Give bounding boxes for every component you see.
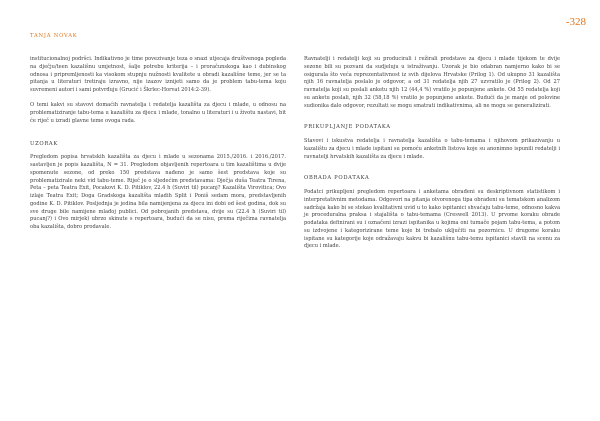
section-heading-prikupljanje: PRIKUPLJANJE PODATAKA bbox=[304, 124, 391, 131]
body-paragraph: institucionalnoj podršci. Indikativno je time povezivanje teza o snazi utjecaja društvenoga pogleda na dječju/teen kazališnu umjetnost, šalje potrebu kriterija – i proračunskoga kao i dubinskog odnosa i pripremljenosti ka visokom stupnju nužnosti kvalitete u obradi kazališne teme, jer se ta pitanja u literaturi tretiraju izravno, nije izazov iznijeti samo da je problem tabu-tema koju suvremeni autori i sami potvrđuju (Grucić i Škrlec-Horvat 2014:2-39). bbox=[30, 56, 286, 93]
right-column bbox=[304, 56, 560, 251]
body-paragraph: Podatci prikupljeni pregledom repertoara i anketama obrađeni su deskriptivnom statistikom i interpretativnim metodama. Odgovori na pitanja otvorenoga tipa obrađeni su tematskom analizom sadržaja kako bi se stekao kvalitativni uvid u to kako ispitanici shvaćaju tabu-teme, odnosno kakva je proceduralna praksa i stajališta o tabu-temama (Creswell 2013). U prvome koraku obrade podataka definirani su i označeni izrazi ispitanika u kojima oni tumače pojam tabu-tema, a potom su izdvojene i kategorizirane teme koje bi trebalo uključiti na pozornicu. U drugome koraku ispitane su kategorije koje odražavaju kakvu bi kazališnu tabu-temu ispitanici stavili na scenu za djecu i mlade. bbox=[304, 189, 560, 250]
body-paragraph: Pregledom popisa hrvatskih kazališta za djecu i mlade u sezonama 2015./2016. i 2016./2017. sastavljen je popis kazališta, N = 31. Pregledom objavljenih repertoara u tim kazalištima u dvije spomenute sezone, od preko 150 predstava nađeno je samo šest predstava koje su problematizirale neki vid tabu-teme. Riječ je o sljedećim predstavama: Dječja duša Teatra Tirena, Peta – peta Teatra Exit, Pocakovi K. D. Pitiklov, 22.4 h (Suviri til) pucanj? Kazališta Virovitica; Ovo izlaje Teatra Exit; Doga Gradskoga kazališta mladih Split i Poniš sedam mora, predstavljenih godine K. D. Pitiklov. Posljednja je jedina bila namijenjena za djecu ini dobi od šest godina, dok su sve druge bile namijene mlađoj publici. Od pobrojanih predstava, dvije su (22.4 h (Suviri til) pucanj?) i Ovo mirjek) ubrzo skinute s repertoara, budući da se nisu, prema riječima ravnatelja oba kazališta, dobro prodavale. bbox=[30, 154, 286, 231]
running-header-author: TANJA NOVAK bbox=[30, 33, 78, 39]
left-column bbox=[30, 56, 286, 232]
page-number: -328 bbox=[565, 16, 586, 28]
body-paragraph: Ravnatelji i redatelji koji su producirali i režirali predstave za djecu i mlade tijekom te dvije sezone bili su pozvani da sudjeluju u istraživanju. Uzorak je bio odabran namjerno kako bi se osigurala što veća reprezentativnost iz svih dijelova Hrvatske (Prilog 1). Od ukupno 31 kazališta njih 16 ravnatelja poslalo je odgovor, a od 31 redatelja njih 27 uzvratilo je (Prilog 2). Od 27 ravnatelja koji su poslali anketu njih 12 (44,4 %) vratilo je popunjene ankete. Od 55 redatelja koji su anketu poslali, njih 32 (58,18 %) vratilo je popunjene ankete. Budući da je manje od polovine sudionika dalo odgovor, rezultati se mogu smatrati indikativnima, ali ne mogu se generalizirati. bbox=[304, 56, 560, 109]
section-heading-obrada: OBRADA PODATAKA bbox=[304, 175, 370, 182]
body-paragraph: Stavovi i iskustva redatelja i ravnatelja kazališta o tabu-temama i njihovom prikazivanju u kazalištu za djecu i mlade ispitani su pomoću anketnih listova koje su anonimno ispunili redatelji i ravnatelji hrvatskih kazališta za djecu i mlade. bbox=[304, 138, 560, 160]
body-paragraph: O temi kakvi su stavovi domaćih ravnatelja i redatelja kazališta za djecu i mlade, u odnosu na problematiziranje tabu-tema u kazalištu za djecu i mlade, tonalno u literaturi i u životu nastavi, bit će riječ u izradi glavne teme ovoga rada. bbox=[30, 102, 286, 124]
section-heading-uzorak: UZORAK bbox=[30, 140, 58, 147]
